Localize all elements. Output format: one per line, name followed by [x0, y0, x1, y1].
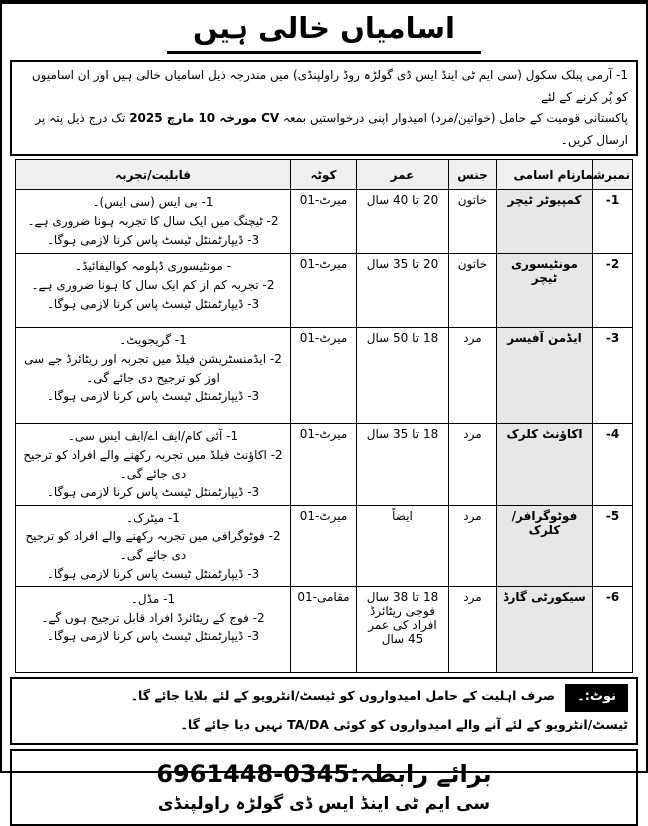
qualification-line: 1- میٹرک۔	[126, 510, 180, 525]
qualification-line: 1- بی ایس (سی ایس)۔	[92, 195, 214, 210]
note-line-2: ٹیسٹ/انٹرویو کے لئے آنے والے امیدواروں کو کوئی TA/DA نہیں دیا جائے گا۔	[180, 717, 628, 733]
post-name-cell: ایڈمن آفیسر	[497, 328, 593, 424]
contact-line	[20, 759, 628, 790]
age-cell: 18 تا 38 سال فوجی ریٹائرڈ افراد کی عمر 45 سال	[357, 587, 449, 673]
qualification-line: 1- آئی کام/ایف اے/ایف ایس سی۔	[67, 429, 239, 444]
note-box	[10, 677, 638, 745]
qualification-line: 3- ڈیپارٹمنٹل ٹیسٹ پاس کرنا لازمی ہوگا۔	[46, 566, 260, 581]
qualification-line: 2- ایڈمنسٹریشن فیلڈ میں تجربہ اور ریٹائرڈ جے سی اوز کو ترجیح دی جائے گی۔	[24, 351, 282, 385]
quota-cell: میرٹ-01	[291, 254, 357, 328]
quota-cell: مقامی-01	[291, 587, 357, 673]
qualification-cell	[16, 254, 291, 328]
post-name-cell: مونٹیسوری ٹیچر	[497, 254, 593, 328]
qualification-line: 1- مڈل۔	[130, 592, 176, 607]
quota-cell: میرٹ-01	[291, 505, 357, 586]
table-row	[16, 254, 633, 328]
gender-cell: مرد	[449, 505, 497, 586]
intro-line2-deadline: CV مورخہ 10 مارچ 2025	[129, 111, 280, 126]
serial-cell: 2-	[593, 254, 633, 328]
table-header-row	[16, 160, 633, 190]
serial-cell: 4-	[593, 424, 633, 505]
intro-box	[10, 60, 638, 156]
qualification-line: 2- ٹیچنگ میں ایک سال کا تجربہ ہونا ضروری ہے۔	[27, 213, 279, 228]
intro-line-1: 1- آرمی پبلک سکول (سی ایم ٹی اینڈ ایس ڈی گولڑہ روڈ راولپنڈی) میں مندرجہ ذیل اسامیاں خالی ہیں اور ان اسامیوں کو پُر کرنے کے لئے	[31, 68, 628, 104]
serial-cell: 3-	[593, 328, 633, 424]
age-cell: 20 تا 35 سال	[357, 254, 449, 328]
header-qualification: قابلیت/تجربہ	[16, 160, 291, 190]
quota-cell: میرٹ-01	[291, 424, 357, 505]
quota-cell: میرٹ-01	[291, 328, 357, 424]
contact-box	[10, 749, 638, 826]
header-quota: کوٹہ	[291, 160, 357, 190]
qualification-cell	[16, 587, 291, 673]
gender-cell: مرد	[449, 424, 497, 505]
gender-cell: خاتون	[449, 254, 497, 328]
qualification-line: 2- تجربہ کم از کم ایک سال کا ہونا ضروری ہے۔	[31, 277, 275, 292]
table-row	[16, 505, 633, 586]
gender-cell: مرد	[449, 587, 497, 673]
note-text-1: صرف اہلیت کے حامل امیدواروں کو ٹیسٹ/انٹرویو کے لئے بلایا جائے گا۔	[130, 688, 556, 704]
qualification-cell	[16, 424, 291, 505]
contact-address: سی ایم ٹی اینڈ ایس ڈی گولڑہ راولپنڈی	[157, 794, 491, 815]
table-row	[16, 328, 633, 424]
contact-label: برائے رابطہ:	[349, 760, 492, 789]
intro-line2-text-a: پاکستانی قومیت کے حامل (خواتین/مرد) امیدوار اپنی درخواستیں بمعہ	[279, 111, 628, 126]
qualification-line: 3- ڈیپارٹمنٹل ٹیسٹ پاس کرنا لازمی ہوگا۔	[46, 232, 260, 247]
serial-cell: 1-	[593, 190, 633, 254]
table-row	[16, 424, 633, 505]
header-post-name: نام اسامی	[497, 160, 593, 190]
intro-line2-text-c: تک درج ذیل پتہ پر ارسال کریں۔	[35, 111, 628, 147]
age-cell: 18 تا 50 سال	[357, 328, 449, 424]
qualification-line: 2- فوج کے ریٹائرڈ افراد قابل ترجیح ہوں گے۔	[41, 610, 265, 625]
qualification-cell	[16, 328, 291, 424]
qualification-cell	[16, 505, 291, 586]
qualification-line: 3- ڈیپارٹمنٹل ٹیسٹ پاس کرنا لازمی ہوگا۔	[46, 629, 260, 644]
table-row	[16, 190, 633, 254]
qualification-line: 2- فوٹوگرافی میں تجربہ رکھنے والے افراد کو ترجیح دی جائے گی۔	[25, 529, 281, 562]
quota-cell: میرٹ-01	[291, 190, 357, 254]
qualification-line: 2- اکاؤنٹ فیلڈ میں تجربہ رکھنے والے افراد کو ترجیح دی جائے گی۔	[23, 447, 283, 481]
qualification-line: - مونٹیسوری ڈپلومہ کوالیفائیڈ۔	[75, 259, 231, 274]
gender-cell: خاتون	[449, 190, 497, 254]
gender-cell: مرد	[449, 328, 497, 424]
post-name-cell: اکاؤنٹ کلرک	[497, 424, 593, 505]
note-label-badge: نوٹ:۔	[565, 684, 628, 712]
header-gender: جنس	[449, 160, 497, 190]
post-name-cell: سیکورٹی گارڈ	[497, 587, 593, 673]
age-cell: 18 تا 35 سال	[357, 424, 449, 505]
title-section	[8, 6, 640, 57]
age-cell: 20 تا 40 سال	[357, 190, 449, 254]
vacancies-table	[15, 159, 633, 673]
serial-cell: 6-	[593, 587, 633, 673]
qualification-line: 1- گریجویٹ۔	[119, 333, 187, 348]
page-title: اسامیاں خالی ہیں	[167, 11, 481, 54]
post-name-cell: فوٹوگرافر/کلرک	[497, 505, 593, 586]
qualification-line: 3- ڈیپارٹمنٹل ٹیسٹ پاس کرنا لازمی ہوگا۔	[46, 296, 260, 311]
header-age: عمر	[357, 160, 449, 190]
post-name-cell: کمپیوٹر ٹیچر	[497, 190, 593, 254]
table-row	[16, 587, 633, 673]
qualification-line: 3- ڈیپارٹمنٹل ٹیسٹ پاس کرنا لازمی ہوگا۔	[46, 389, 260, 404]
header-serial: نمبرشمار	[593, 160, 633, 190]
intro-line-2	[20, 108, 628, 151]
qualification-cell	[16, 190, 291, 254]
phone-number: 0345-6961448	[156, 760, 350, 789]
qualification-line: 3- ڈیپارٹمنٹل ٹیسٹ پاس کرنا لازمی ہوگا۔	[46, 485, 260, 500]
note-line-1	[20, 683, 628, 712]
serial-cell: 5-	[593, 505, 633, 586]
age-cell: ایضاً	[357, 505, 449, 586]
